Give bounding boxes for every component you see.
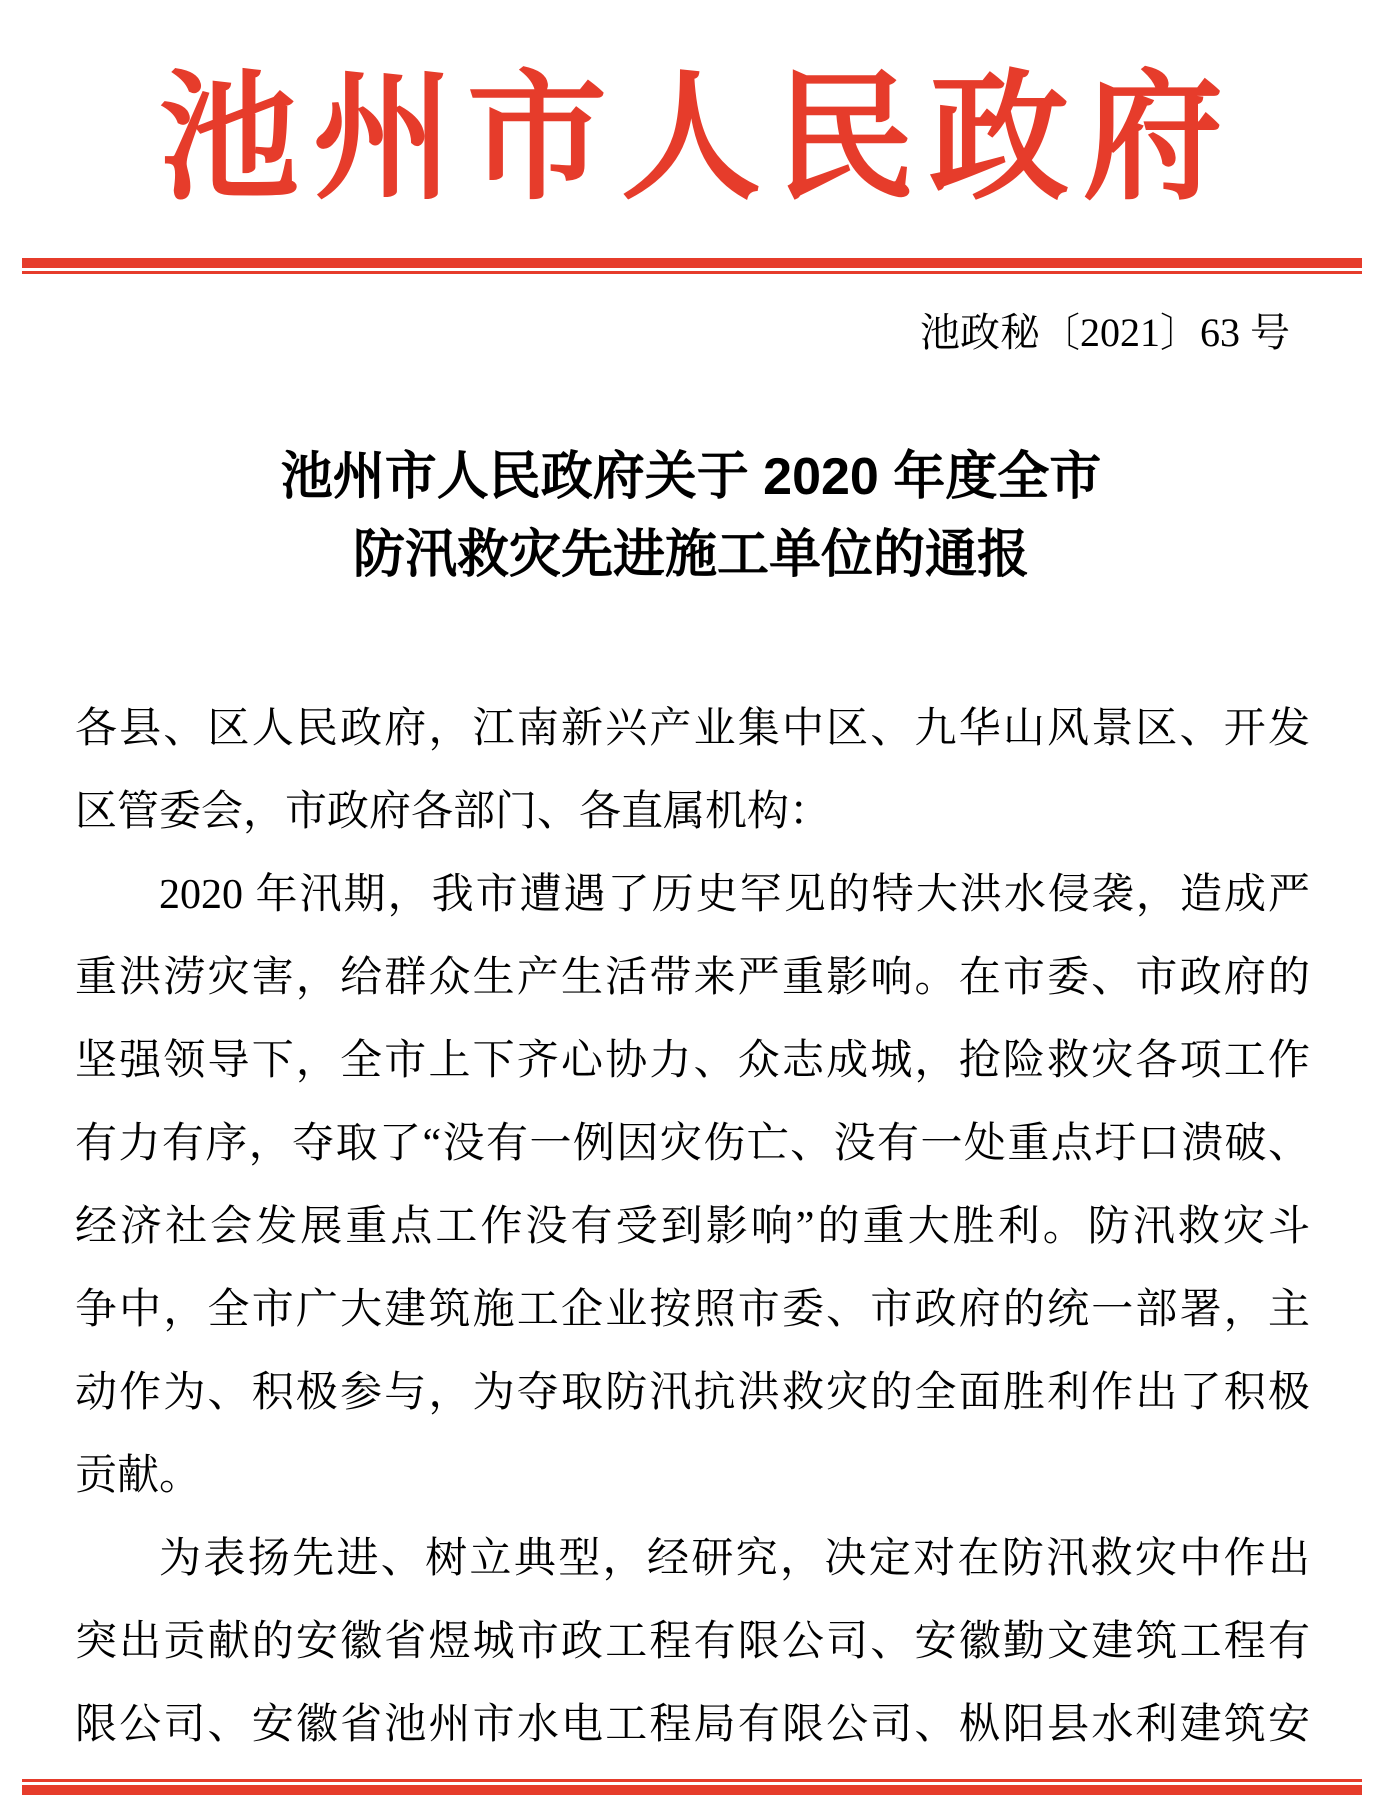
body-line: 重洪涝灾害，给群众生产生活带来严重影响。在市委、市政府的 [75, 955, 1310, 1001]
body-line: 2020 年汛期，我市遭遇了历史罕见的特大洪水侵袭，造成严 [159, 872, 1310, 918]
separator-thin-line [22, 271, 1362, 274]
document-body [0, 688, 1382, 1767]
body-line: 贡献。 [75, 1453, 202, 1499]
body-line: 限公司、安徽省池州市水电工程局有限公司、枞阳县水利建筑安 [75, 1702, 1310, 1748]
separator-thick-line [22, 258, 1362, 268]
document-issuer-header: 池州市人民政府 [158, 62, 1237, 217]
body-line: 区管委会，市政府各部门、各直属机构： [75, 789, 832, 835]
document-title-line-2: 防汛救灾先进施工单位的通报 [352, 526, 1029, 584]
doc-number: 池政秘〔2021〕63 号 [920, 310, 1290, 355]
document-title [0, 438, 1382, 594]
body-line: 坚强领导下，全市上下齐心协力、众志成城，抢险救灾各项工作 [75, 1038, 1310, 1084]
body-line: 突出贡献的安徽省煜城市政工程有限公司、安徽勤文建筑工程有 [75, 1619, 1310, 1665]
separator-thick-line [22, 1785, 1362, 1795]
footer-separator [22, 1779, 1362, 1795]
body-line: 动作为、积极参与，为夺取防汛抗洪救灾的全面胜利作出了积极 [75, 1370, 1310, 1416]
body-line: 有力有序，夺取了“没有一例因灾伤亡、没有一处重点圩口溃破、 [75, 1121, 1310, 1167]
header-separator [22, 258, 1362, 274]
body-line: 为表扬先进、树立典型，经研究，决定对在防汛救灾中作出 [159, 1536, 1310, 1582]
body-line: 各县、区人民政府，江南新兴产业集中区、九华山风景区、开发 [75, 706, 1310, 752]
body-line: 经济社会发展重点工作没有受到影响”的重大胜利。防汛救灾斗 [75, 1204, 1310, 1250]
body-line: 争中，全市广大建筑施工企业按照市委、市政府的统一部署，主 [75, 1287, 1310, 1333]
document-title-line-1: 池州市人民政府关于 2020 年度全市 [280, 448, 1102, 506]
